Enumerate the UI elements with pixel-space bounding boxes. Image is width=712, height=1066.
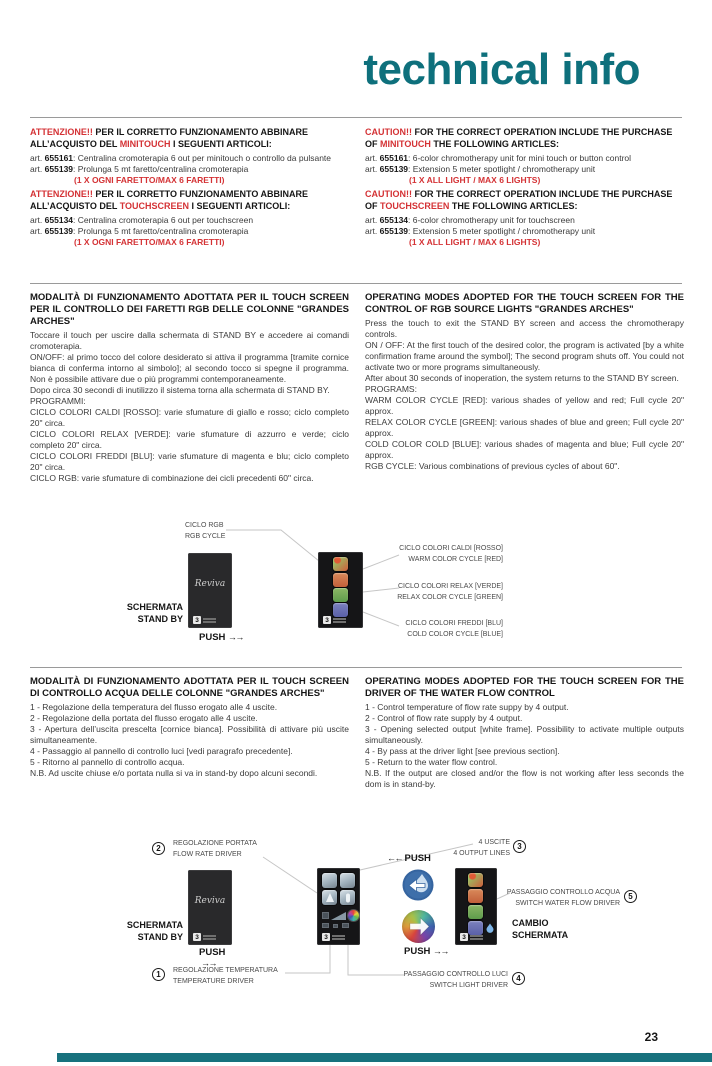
callout-5-number: 5 (624, 890, 637, 903)
relax-cycle-button[interactable] (333, 588, 348, 602)
standby-screen-label (103, 920, 183, 943)
article-line (30, 164, 349, 175)
warnings-column-it (30, 127, 349, 248)
section-heading: MODALITÀ DI FUNZIONAMENTO ADOTTATA PER IL TOUCH SCREEN PER IL CONTROLLO DEI FARETTI RGB DELLE COLONNE "GRANDES ARCHES" (30, 292, 349, 327)
light-touchscreen-diagram (0, 516, 712, 668)
label-en: TEMPERATURE DRIVER (173, 977, 254, 985)
warning-note: (1 X OGNI FARETTO/MAX 6 FARETTI) (74, 175, 225, 185)
label-it: CICLO COLORI CALDI [ROSSO] (399, 545, 503, 552)
paragraph: Dopo circa 30 secondi di inutilizzo il sistema torna alla schermata di STAND BY. (30, 385, 330, 395)
article-label: art. (30, 215, 45, 225)
paragraph: COLD COLOR COLD [BLUE]: various shades of magenta and blue; Full cycle 20" approx. (365, 439, 684, 460)
warning-heading (30, 127, 349, 150)
light-switch-icon[interactable] (402, 910, 435, 943)
label-en: SWITCH LIGHT DRIVER (429, 981, 508, 989)
article-line (365, 153, 684, 164)
color-wheel-icon[interactable] (348, 910, 359, 921)
list-item: N.B. If the output are closed and/or the flow is not working after less seconds the dom is in stand-by. (365, 768, 684, 789)
label-en: FLOW RATE DRIVER (173, 850, 242, 858)
brand-logo-mark: 3 (322, 933, 330, 941)
rgb-cycle-button[interactable] (468, 873, 483, 887)
article-list (365, 153, 684, 175)
push-back-label (387, 853, 431, 865)
label-it: PASSAGGIO CONTROLLO LUCI (403, 971, 508, 978)
paragraph: ON/OFF: al primo tocco del colore desiderato si attiva il programma [tramite cornice bianca di conferma intorno al simbolo]; al secondo tocco si spegne il programma. Non è possibile attivare due o più programmi contemporaneamente. (30, 352, 349, 384)
article-number: 655139 (379, 226, 409, 236)
article-text: : Centralina cromoterapia 6 out per minitouch o controllo da pulsante (73, 153, 332, 163)
warning-text: PER IL CORRETTO FUNZIONAMENTO ABBINARE ALL’ACQUISTO DEL (30, 127, 309, 149)
push-arrows-icon: →→ (227, 632, 243, 642)
light-modes-it (30, 292, 349, 484)
label-line: SCHERMATA (512, 929, 569, 940)
output-3-button[interactable] (322, 890, 337, 905)
label-en: RELAX COLOR CYCLE [GREEN] (397, 593, 503, 601)
flow-rate-callout (173, 839, 257, 860)
switch-water-callout (490, 888, 620, 909)
warm-cycle-button[interactable] (468, 889, 483, 903)
warning-word: ATTENZIONE!! (30, 127, 93, 137)
push-text: PUSH (404, 853, 431, 864)
rgb-cycle-label (185, 521, 225, 542)
paragraph: CICLO COLORI RELAX [VERDE]: varie sfumature di azzurro e verde; ciclo completo 20" circa. (30, 429, 349, 450)
product-name: MINITOUCH (380, 138, 431, 149)
relax-cycle-callout (383, 582, 503, 603)
jet-bar-icon (346, 893, 350, 902)
list-item: 2 - Regolazione della portata del flusso erogato alle 4 uscite. (30, 713, 258, 723)
brand-logo-mark: 3 (193, 616, 201, 624)
section-heading: OPERATING MODES ADOPTED FOR THE TOUCH SCREEN FOR THE CONTROL OF RGB SOURCE LIGHTS "GRANDES ARCHES" (365, 292, 684, 315)
article-line (30, 226, 349, 237)
brand-logo-lines (470, 934, 483, 941)
article-text: : Extension 5 meter spotlight / chromotherapy unit (408, 226, 596, 236)
article-text: : 6-color chromotherapy unit for touchscreen (408, 215, 575, 225)
brand-logo-mark: 3 (460, 933, 468, 941)
warning-block (365, 127, 684, 186)
push-label (199, 947, 225, 959)
article-label: art. (30, 164, 45, 174)
list-item: 3 - Apertura dell’uscita prescelta [cornice bianca]. Possibilità di attivare più uscite simultaneamente. (30, 724, 349, 745)
label-it: REGOLAZIONE TEMPERATURA (173, 967, 278, 974)
article-line (365, 215, 684, 226)
water-switch-icon[interactable] (402, 869, 434, 901)
divider (30, 117, 682, 118)
paragraph: CICLO RGB: varie sfumature di combinazione dei cicli precedenti 60" circa. (30, 473, 314, 483)
brand-logo (193, 933, 216, 941)
warning-heading (30, 189, 349, 212)
paragraph: ON / OFF: At the first touch of the desired color, the program is activated [by a white confirmation frame around the symbol]; The second program shuts off. You could not activate two or more programs simultaneously. (365, 340, 684, 372)
brand-logo (323, 616, 346, 624)
standby-touchscreen-device[interactable] (188, 553, 232, 628)
article-number: 655161 (44, 153, 74, 163)
standby-screen-label (103, 602, 183, 625)
flow-rate-slider-icon[interactable] (331, 912, 346, 920)
brand-logo-lines (203, 617, 216, 624)
list-item: 5 - Return to the water flow control. (365, 757, 498, 767)
label-line: STAND BY (137, 931, 183, 942)
light-modes-en (365, 292, 684, 484)
warm-cycle-button[interactable] (333, 573, 348, 587)
label-it: CICLO RGB (185, 522, 224, 529)
section-body (30, 330, 349, 484)
page-title: technical info (363, 45, 640, 94)
jet-cone-icon (326, 893, 334, 902)
push-arrows-icon: →→ (201, 958, 216, 968)
warning-heading (365, 127, 684, 150)
article-text: : Prolunga 5 mt faretto/centralina cromoterapia (73, 226, 249, 236)
paragraph: Press the touch to exit the STAND BY screen and access the chromotherapy controls. (365, 318, 684, 339)
paragraph: CICLO COLORI FREDDI [BLU]: varie sfumature di magenta e blu; ciclo completo 20" circa. (30, 451, 349, 472)
label-it: PASSAGGIO CONTROLLO ACQUA (506, 889, 620, 896)
label-it: CICLO COLORI RELAX [VERDE] (397, 583, 503, 590)
brand-logo-lines (332, 934, 345, 941)
article-line (30, 153, 349, 164)
paragraph: Toccare il touch per uscire dalla schermata di STAND BY e accedere ai comandi cromoterapia. (30, 330, 349, 351)
article-number: 655139 (44, 164, 74, 174)
callout-1-number: 1 (152, 968, 165, 981)
warning-text: I SEGUENTI ARTICOLI: (189, 200, 291, 211)
warning-note: (1 X ALL LIGHT / MAX 6 LIGHTS) (409, 237, 541, 247)
list-item: 1 - Control temperature of flow rate suppy by 4 output. (365, 702, 569, 712)
warning-word: CAUTION!! (365, 127, 412, 137)
list-item: 1 - Regolazione della temperatura del flusso erogato alle 4 uscite. (30, 702, 278, 712)
article-label: art. (30, 153, 45, 163)
article-line (30, 215, 349, 226)
article-line (365, 164, 684, 175)
push-label (404, 946, 448, 958)
list-item: 5 - Ritorno al pannello di controllo acqua. (30, 757, 185, 767)
warning-text: FOR THE CORRECT OPERATION INCLUDE THE PURCHASE OF (365, 189, 673, 211)
output-lines-callout (430, 838, 510, 859)
water-touchscreen-diagram (0, 836, 712, 1022)
warning-block (30, 189, 349, 248)
article-number: 655134 (44, 215, 74, 225)
light-modes-section (30, 292, 684, 484)
push-label (199, 632, 243, 644)
brand-logo-lines (203, 934, 216, 941)
warning-text: PER IL CORRETTO FUNZIONAMENTO ABBINARE ALL’ACQUISTO DEL (30, 189, 309, 211)
footer-accent-bar (57, 1053, 712, 1062)
color-touchscreen-device[interactable] (318, 552, 363, 628)
cold-cycle-button[interactable] (333, 603, 348, 617)
paragraph: CICLO COLORI CALDI [ROSSO]: varie sfumature di giallo e rosso; ciclo completo 20" circa. (30, 407, 349, 428)
warning-text: I SEGUENTI ARTICOLI: (170, 138, 272, 149)
output-2-button[interactable] (340, 873, 355, 888)
warning-word: ATTENZIONE!! (30, 189, 93, 199)
warning-note: (1 X OGNI FARETTO/MAX 6 FARETTI) (74, 237, 225, 247)
brand-logo-mark: 3 (193, 933, 201, 941)
divider (30, 667, 682, 668)
label-en: WARM COLOR CYCLE [RED] (408, 555, 503, 563)
article-label: art. (365, 215, 380, 225)
paragraph: After about 30 seconds of inoperation, the system returns to the STAND BY screen. (365, 373, 679, 383)
warning-block (30, 127, 349, 186)
label-it: REGOLAZIONE PORTATA (173, 840, 257, 847)
label-it: CICLO COLORI FREDDI [BLU] (405, 620, 503, 627)
paragraph: WARM COLOR CYCLE [RED]: various shades of yellow and red; Full cycle 20" approx. (365, 395, 684, 416)
label-en: 4 OUTPUT LINES (453, 849, 510, 857)
section-heading: OPERATING MODES ADOPTED FOR THE TOUCH SCREEN FOR THE DRIVER OF THE WATER FLOW CONTROL (365, 676, 684, 699)
article-list (30, 153, 349, 175)
section-heading: MODALITÀ DI FUNZIONAMENTO ADOTTATA PER IL TOUCH SCREEN DI CONTROLLO ACQUA DELLE COLONNE "GRANDES ARCHES" (30, 676, 349, 699)
purchase-warnings (30, 127, 684, 248)
label-en: SWITCH WATER FLOW DRIVER (515, 899, 620, 907)
relax-cycle-button[interactable] (468, 905, 483, 919)
temp-down-icon[interactable] (322, 923, 329, 928)
article-list (365, 215, 684, 237)
change-screen-label (512, 918, 568, 941)
section-body (30, 702, 349, 779)
water-control-device[interactable] (317, 868, 360, 945)
list-item: 2 - Control of flow rate supply by 4 output. (365, 713, 523, 723)
list-item: 3 - Opening selected output [white frame]. Possibility to activate multiple outputs simultaneously. (365, 724, 684, 745)
temp-up-icon[interactable] (342, 923, 349, 928)
brand-logo (460, 933, 483, 941)
section-body (365, 702, 684, 790)
output-4-button[interactable] (340, 890, 355, 905)
brand-logo-lines (333, 617, 346, 624)
product-name: TOUCHSCREEN (119, 200, 190, 211)
water-modes-it (30, 676, 349, 790)
warnings-column-en (365, 127, 684, 248)
cold-cycle-callout (383, 619, 503, 640)
label-line: STAND BY (137, 613, 183, 624)
label-line: CAMBIO (512, 918, 549, 928)
temperature-callout (173, 966, 278, 987)
rgb-cycle-button[interactable] (333, 557, 348, 571)
output-1-button[interactable] (322, 873, 337, 888)
paragraph: RGB CYCLE: Various combinations of previous cycles of about 60". (365, 461, 620, 471)
warning-note: (1 X ALL LIGHT / MAX 6 LIGHTS) (409, 175, 541, 185)
flow-min-icon[interactable] (322, 912, 329, 919)
article-label: art. (365, 226, 380, 236)
article-text: : Extension 5 meter spotlight / chromotherapy unit (408, 164, 596, 174)
push-text: PUSH (199, 947, 226, 958)
section-body (365, 318, 684, 472)
warning-heading (365, 189, 684, 212)
water-modes-en (365, 676, 684, 790)
article-number: 655161 (379, 153, 409, 163)
warm-cycle-callout (383, 544, 503, 565)
switch-light-callout (378, 970, 508, 991)
standby-touchscreen-device[interactable] (188, 870, 232, 945)
label-it: 4 USCITE (478, 839, 510, 846)
article-number: 655139 (44, 226, 74, 236)
article-list (30, 215, 349, 237)
paragraph: PROGRAMS: (365, 384, 417, 394)
list-item: 4 - By pass at the driver light [see previous section]. (365, 746, 560, 756)
divider (30, 283, 682, 284)
warning-word: CAUTION!! (365, 189, 412, 199)
warning-block (365, 189, 684, 248)
list-item: 4 - Passaggio al pannello di controllo luci [vedi paragrafo precedente]. (30, 746, 293, 756)
reviva-script-logo: Reviva (194, 579, 226, 589)
push-arrows-icon: →→ (432, 946, 448, 956)
label-line: SCHERMATA (126, 602, 183, 612)
label-en: COLD COLOR CYCLE [BLUE] (407, 630, 503, 638)
article-text: : Centralina cromoterapia 6 out per touchscreen (73, 215, 254, 225)
article-text: : 6-color chromotherapy unit for mini touch or button control (408, 153, 632, 163)
callout-3-number: 3 (513, 840, 526, 853)
page-number: 23 (644, 1030, 658, 1044)
warning-text: THE FOLLOWING ARTICLES: (430, 138, 559, 149)
push-text: PUSH (404, 946, 431, 957)
paragraph: RELAX COLOR CYCLE [GREEN]: various shades of blue and green; Full cycle 20" approx. (365, 417, 684, 438)
reviva-script-logo: Reviva (194, 896, 226, 906)
list-item: N.B. Ad uscite chiuse e/o portata nulla si va in stand-by dopo alcuni secondi. (30, 768, 318, 778)
article-line (365, 226, 684, 237)
article-label: art. (365, 153, 380, 163)
warning-text: FOR THE CORRECT OPERATION INCLUDE THE PURCHASE OF (365, 127, 673, 149)
water-drop-icon[interactable] (486, 923, 494, 933)
brand-logo (322, 933, 345, 941)
paragraph: PROGRAMMI: (30, 396, 86, 406)
article-number: 655139 (379, 164, 409, 174)
article-number: 655134 (379, 215, 409, 225)
warning-text: THE FOLLOWING ARTICLES: (449, 200, 578, 211)
callout-4-number: 4 (512, 972, 525, 985)
label-en: RGB CYCLE (185, 532, 226, 540)
callout-2-number: 2 (152, 842, 165, 855)
product-name: MINITOUCH (119, 138, 171, 149)
article-label: art. (30, 226, 45, 236)
push-text: PUSH (199, 632, 226, 643)
article-text: : Prolunga 5 mt faretto/centralina cromoterapia (73, 164, 249, 174)
brand-logo (193, 616, 216, 624)
product-name: TOUCHSCREEN (380, 200, 450, 211)
brand-logo-mark: 3 (323, 616, 331, 624)
temp-display-icon (333, 924, 338, 928)
push-arrows-icon: ←← (387, 853, 402, 863)
article-label: art. (365, 164, 380, 174)
label-line: SCHERMATA (126, 920, 183, 930)
water-modes-section (30, 676, 684, 790)
